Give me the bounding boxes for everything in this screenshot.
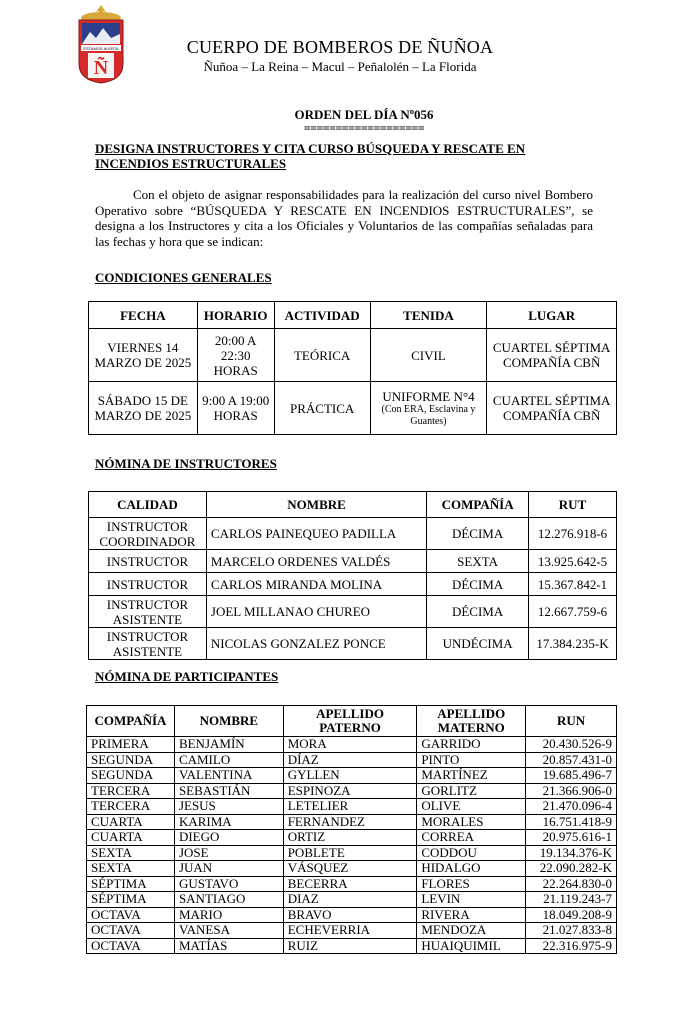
activity-cell: PRÁCTICA xyxy=(274,382,370,435)
first-name-cell: KARIMA xyxy=(174,814,283,830)
company-cell: OCTAVA xyxy=(87,907,175,923)
maternal-surname-cell: OLIVE xyxy=(417,799,526,815)
table-row xyxy=(87,783,617,799)
fire-department-logo xyxy=(76,2,126,84)
first-name-cell: VALENTINA xyxy=(174,768,283,784)
paternal-surname-cell: GYLLEN xyxy=(283,768,417,784)
paternal-surname-cell: ORTIZ xyxy=(283,830,417,846)
name-cell: MARCELO ORDENES VALDÉS xyxy=(206,550,426,573)
table-row xyxy=(87,907,617,923)
participants-body xyxy=(87,737,617,954)
run-cell: 18.049.208-9 xyxy=(526,907,617,923)
order-title-rule: =================== xyxy=(303,121,425,135)
paternal-surname-cell: RUIZ xyxy=(283,938,417,954)
paternal-surname-cell: BECERRA xyxy=(283,876,417,892)
table-header-row xyxy=(89,302,617,329)
column-header: RUT xyxy=(529,492,617,518)
company-cell: SEXTA xyxy=(87,845,175,861)
date-cell: VIERNES 14 MARZO DE 2025 xyxy=(89,329,198,382)
run-cell: 21.027.833-8 xyxy=(526,923,617,939)
table-row xyxy=(87,814,617,830)
first-name-cell: GUSTAVO xyxy=(174,876,283,892)
company-cell: OCTAVA xyxy=(87,938,175,954)
company-cell: CUARTA xyxy=(87,814,175,830)
run-cell: 19.134.376-K xyxy=(526,845,617,861)
name-cell: NICOLAS GONZALEZ PONCE xyxy=(206,628,426,660)
rut-cell: 12.276.918-6 xyxy=(529,518,617,550)
run-cell: 16.751.418-9 xyxy=(526,814,617,830)
table-row xyxy=(89,518,617,550)
rut-cell: 17.384.235-K xyxy=(529,628,617,660)
name-cell: CARLOS PAINEQUEO PADILLA xyxy=(206,518,426,550)
maternal-surname-cell: CORREA xyxy=(417,830,526,846)
conditions-table xyxy=(88,301,617,435)
time-cell: 20:00 A 22:30 HORAS xyxy=(197,329,274,382)
column-header: APELLIDO MATERNO xyxy=(417,706,526,737)
conditions-heading: CONDICIONES GENERALES xyxy=(95,270,272,285)
participants-heading: NÓMINA DE PARTICIPANTES xyxy=(95,669,279,684)
column-header: LUGAR xyxy=(487,302,617,329)
run-cell: 20.857.431-0 xyxy=(526,752,617,768)
place-cell: CUARTEL SÉPTIMA COMPAÑÍA CBÑ xyxy=(487,382,617,435)
role-cell: INSTRUCTOR xyxy=(89,573,207,596)
first-name-cell: MARIO xyxy=(174,907,283,923)
paternal-surname-cell: POBLETE xyxy=(283,845,417,861)
participants-table xyxy=(86,705,617,954)
rut-cell: 15.367.842-1 xyxy=(529,573,617,596)
first-name-cell: VANESA xyxy=(174,923,283,939)
run-cell: 20.975.616-1 xyxy=(526,830,617,846)
column-header: CALIDAD xyxy=(89,492,207,518)
paternal-surname-cell: FERNANDEZ xyxy=(283,814,417,830)
run-cell: 21.119.243-7 xyxy=(526,892,617,908)
paternal-surname-cell: MORA xyxy=(283,737,417,753)
table-row xyxy=(87,861,617,877)
maternal-surname-cell: LEVIN xyxy=(417,892,526,908)
table-row xyxy=(87,845,617,861)
column-header: FECHA xyxy=(89,302,198,329)
company-cell: SEXTA xyxy=(87,861,175,877)
rut-cell: 13.925.642-5 xyxy=(529,550,617,573)
first-name-cell: SANTIAGO xyxy=(174,892,283,908)
maternal-surname-cell: MARTÍNEZ xyxy=(417,768,526,784)
run-cell: 19.685.496-7 xyxy=(526,768,617,784)
paternal-surname-cell: ESPINOZA xyxy=(283,783,417,799)
table-header-row xyxy=(87,706,617,737)
column-header: APELLIDO PATERNO xyxy=(283,706,417,737)
paternal-surname-cell: DÍAZ xyxy=(283,752,417,768)
paternal-surname-cell: ECHEVERRIA xyxy=(283,923,417,939)
run-cell: 20.430.526-9 xyxy=(526,737,617,753)
column-header: RUN xyxy=(526,706,617,737)
table-row xyxy=(87,768,617,784)
paternal-surname-cell: DIAZ xyxy=(283,892,417,908)
company-cell: DÉCIMA xyxy=(427,596,529,628)
company-cell: SÉPTIMA xyxy=(87,892,175,908)
time-cell: 9:00 A 19:00 HORAS xyxy=(197,382,274,435)
role-cell: INSTRUCTOR ASISTENTE xyxy=(89,596,207,628)
rut-cell: 12.667.759-6 xyxy=(529,596,617,628)
place-cell: CUARTEL SÉPTIMA COMPAÑÍA CBÑ xyxy=(487,329,617,382)
order-subject: DESIGNA INSTRUCTORES Y CITA CURSO BÚSQUEDA Y RESCATE EN INCENDIOS ESTRUCTURALES xyxy=(95,141,526,171)
first-name-cell: JOSE xyxy=(174,845,283,861)
svg-text:Ñ: Ñ xyxy=(93,57,109,79)
company-cell: SÉPTIMA xyxy=(87,876,175,892)
maternal-surname-cell: HIDALGO xyxy=(417,861,526,877)
role-cell: INSTRUCTOR COORDINADOR xyxy=(89,518,207,550)
table-row xyxy=(87,876,617,892)
first-name-cell: DIEGO xyxy=(174,830,283,846)
instructors-heading: NÓMINA DE INSTRUCTORES xyxy=(95,456,277,471)
run-cell: 21.470.096-4 xyxy=(526,799,617,815)
run-cell: 22.264.830-0 xyxy=(526,876,617,892)
table-row xyxy=(89,329,617,382)
first-name-cell: MATÍAS xyxy=(174,938,283,954)
organization-subtitle: Ñuñoa – La Reina – Macul – Peñalolén – La Florida xyxy=(203,59,477,74)
maternal-surname-cell: GORLITZ xyxy=(417,783,526,799)
table-row xyxy=(89,382,617,435)
role-cell: INSTRUCTOR ASISTENTE xyxy=(89,628,207,660)
maternal-surname-cell: FLORES xyxy=(417,876,526,892)
dress-note: (Con ERA, Esclavina y Guantes) xyxy=(381,403,476,427)
column-header: COMPAÑÍA xyxy=(427,492,529,518)
maternal-surname-cell: MORALES xyxy=(417,814,526,830)
column-header: NOMBRE xyxy=(206,492,426,518)
table-header-row xyxy=(89,492,617,518)
company-cell: DÉCIMA xyxy=(427,518,529,550)
company-cell: SEXTA xyxy=(427,550,529,573)
maternal-surname-cell: HUAIQUIMIL xyxy=(417,938,526,954)
company-cell: SEGUNDA xyxy=(87,752,175,768)
column-header: NOMBRE xyxy=(174,706,283,737)
instructors-table xyxy=(88,491,617,660)
activity-cell: TEÓRICA xyxy=(274,329,370,382)
company-cell: UNDÉCIMA xyxy=(427,628,529,660)
table-row xyxy=(89,550,617,573)
maternal-surname-cell: MENDOZA xyxy=(417,923,526,939)
column-header: COMPAÑÍA xyxy=(87,706,175,737)
table-row xyxy=(89,628,617,660)
table-row xyxy=(87,799,617,815)
dress-cell xyxy=(370,382,487,435)
organization-title: CUERPO DE BOMBEROS DE ÑUÑOA xyxy=(186,37,494,57)
name-cell: CARLOS MIRANDA MOLINA xyxy=(206,573,426,596)
first-name-cell: SEBASTIÁN xyxy=(174,783,283,799)
maternal-surname-cell: GARRIDO xyxy=(417,737,526,753)
company-cell: TERCERA xyxy=(87,783,175,799)
run-cell: 22.090.282-K xyxy=(526,861,617,877)
column-header: ACTIVIDAD xyxy=(274,302,370,329)
name-cell: JOEL MILLANAO CHUREO xyxy=(206,596,426,628)
company-cell: OCTAVA xyxy=(87,923,175,939)
table-row xyxy=(87,737,617,753)
paternal-surname-cell: VÁSQUEZ xyxy=(283,861,417,877)
table-row xyxy=(87,938,617,954)
first-name-cell: JESUS xyxy=(174,799,283,815)
company-cell: TERCERA xyxy=(87,799,175,815)
date-cell: SÁBADO 15 DE MARZO DE 2025 xyxy=(89,382,198,435)
run-cell: 22.316.975-9 xyxy=(526,938,617,954)
svg-text:ESTAMOS ALERTA: ESTAMOS ALERTA xyxy=(83,45,119,51)
order-title: ORDEN DEL DÍA Nº056 xyxy=(294,107,434,122)
company-cell: DÉCIMA xyxy=(427,573,529,596)
table-row xyxy=(87,892,617,908)
paternal-surname-cell: LETELIER xyxy=(283,799,417,815)
maternal-surname-cell: CODDOU xyxy=(417,845,526,861)
table-row xyxy=(87,923,617,939)
role-cell: INSTRUCTOR xyxy=(89,550,207,573)
table-row xyxy=(89,573,617,596)
table-row xyxy=(87,830,617,846)
table-row xyxy=(89,596,617,628)
first-name-cell: CAMILO xyxy=(174,752,283,768)
first-name-cell: JUAN xyxy=(174,861,283,877)
paternal-surname-cell: BRAVO xyxy=(283,907,417,923)
run-cell: 21.366.906-0 xyxy=(526,783,617,799)
table-row xyxy=(87,752,617,768)
dress-cell: CIVIL xyxy=(370,329,487,382)
column-header: TENIDA xyxy=(370,302,487,329)
company-cell: PRIMERA xyxy=(87,737,175,753)
column-header: HORARIO xyxy=(197,302,274,329)
first-name-cell: BENJAMÍN xyxy=(174,737,283,753)
dress-label: UNIFORME N°4 xyxy=(382,388,475,404)
maternal-surname-cell: RIVERA xyxy=(417,907,526,923)
company-cell: SEGUNDA xyxy=(87,768,175,784)
intro-paragraph: Con el objeto de asignar responsabilidades para la realización del curso nivel Bombero Operativo sobre “BÚSQUEDA Y RESCATE EN INCENDIOS ESTRUCTURALES”, se designa a los Instructores y cita a los Oficiales y Voluntarios de las compañías señaladas para las fechas y hora que se indican: xyxy=(95,187,593,249)
maternal-surname-cell: PINTO xyxy=(417,752,526,768)
company-cell: CUARTA xyxy=(87,830,175,846)
